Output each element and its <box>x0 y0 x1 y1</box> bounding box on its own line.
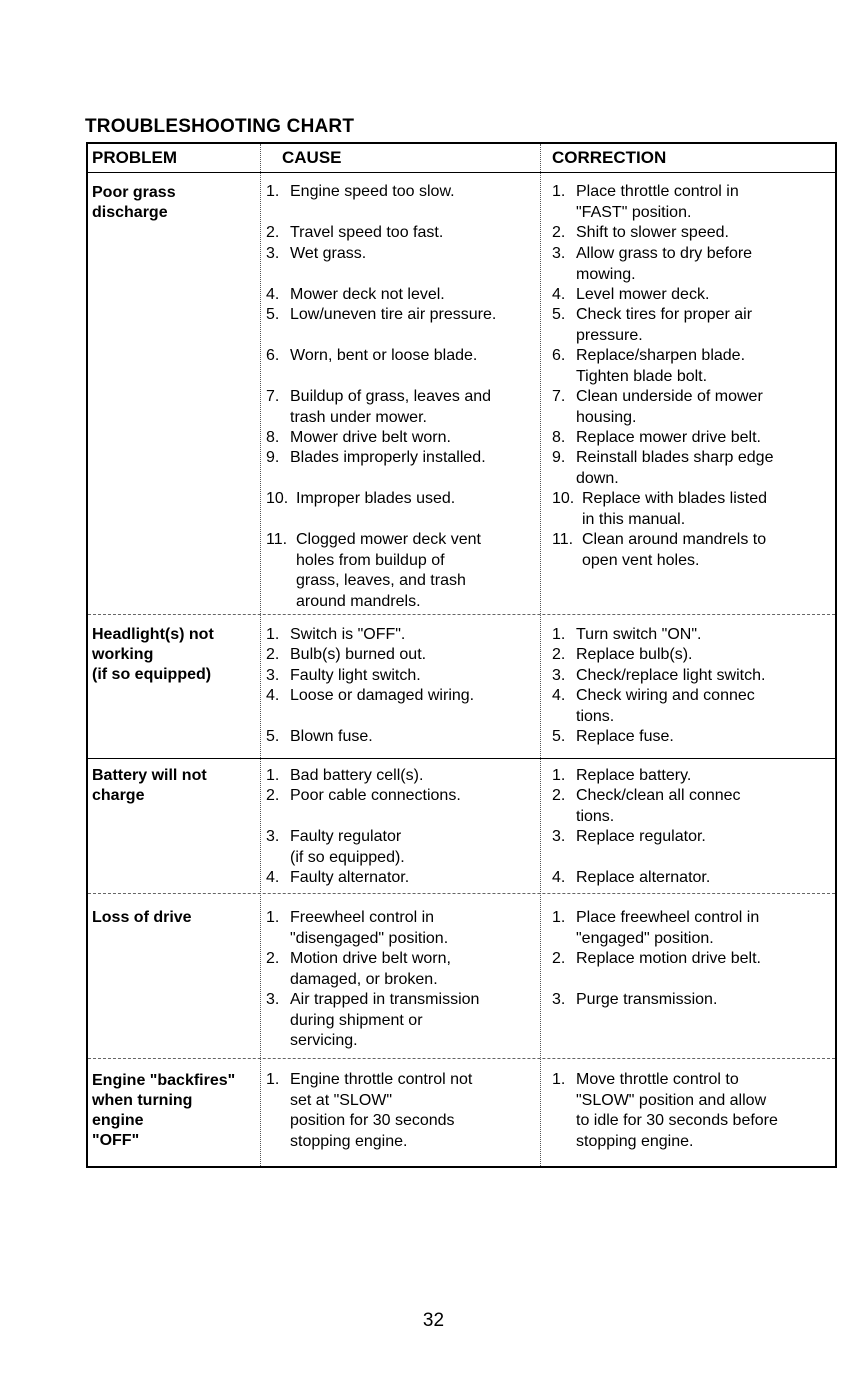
list-item: 6. Worn, bent or loose blade. <box>266 347 478 364</box>
header-divider <box>88 172 835 173</box>
list-item: 2. Replace motion drive belt. <box>552 950 761 967</box>
list-item: 5. Replace fuse. <box>552 728 674 745</box>
list-item: 2. Poor cable connections. <box>266 787 461 804</box>
list-item: 3. Replace regulator. <box>552 828 706 845</box>
list-item: 11. Clean around mandrels to open vent holes. <box>552 531 767 569</box>
list-item: 1. Engine speed too slow. <box>266 183 455 200</box>
list-item: 8. Replace mower drive belt. <box>552 429 761 446</box>
list-item: 1. Turn switch "ON". <box>552 626 702 643</box>
list-item: 10. Improper blades used. <box>266 490 456 507</box>
problem-label: Poor grass discharge <box>92 184 176 221</box>
header-problem: PROBLEM <box>92 148 177 167</box>
list-item: 5. Check tires for proper air pressure. <box>552 306 753 344</box>
list-item: 2. Travel speed too fast. <box>266 224 444 241</box>
problem-label: Engine "backfires" when turning engine "OFF" <box>92 1072 236 1149</box>
list-item: 2. Replace bulb(s). <box>552 646 693 663</box>
list-item: 1. Replace battery. <box>552 767 692 784</box>
list-item: 5. Low/uneven tire air pressure. <box>266 306 497 323</box>
list-item: 3. Purge transmission. <box>552 991 718 1008</box>
row-divider <box>88 758 835 759</box>
list-item: 2. Shift to slower speed. <box>552 224 729 241</box>
list-item: 4. Faulty alternator. <box>266 869 410 886</box>
list-item: 3. Faulty light switch. <box>266 667 421 684</box>
list-item: 7. Clean underside of mower housing. <box>552 388 763 426</box>
problem-label: Headlight(s) not working (if so equipped) <box>92 626 214 683</box>
list-item: 1. Place freewheel control in "engaged" position. <box>552 909 760 947</box>
list-item: 4. Level mower deck. <box>552 286 710 303</box>
list-item: 2. Check/clean all connec tions. <box>552 787 741 825</box>
list-item: 4. Replace alternator. <box>552 869 711 886</box>
list-item: 3. Allow grass to dry before mowing. <box>552 245 753 283</box>
list-item: 10. Replace with blades listed in this manual. <box>552 490 767 528</box>
list-item: 7. Buildup of grass, leaves and trash under mower. <box>266 388 492 426</box>
problem-label: Battery will not charge <box>92 767 207 804</box>
list-item: 4. Loose or damaged wiring. <box>266 687 475 704</box>
list-item: 2. Bulb(s) burned out. <box>266 646 427 663</box>
page-number: 32 <box>422 1310 445 1331</box>
list-item: 9. Blades improperly installed. <box>266 449 486 466</box>
list-item: 1. Move throttle control to "SLOW" position and allow to idle for 30 seconds before stopping engine. <box>552 1071 778 1150</box>
list-item: 9. Reinstall blades sharp edge down. <box>552 449 774 487</box>
list-item: 2. Motion drive belt worn, damaged, or broken. <box>266 950 451 988</box>
list-item: 11. Clogged mower deck vent holes from buildup of grass, leaves, and trash around mandrels. <box>266 531 481 610</box>
list-item: 1. Freewheel control in "disengaged" position. <box>266 909 449 947</box>
column-divider <box>260 144 261 1166</box>
list-item: 3. Check/replace light switch. <box>552 667 766 684</box>
list-item: 4. Mower deck not level. <box>266 286 445 303</box>
list-item: 3. Air trapped in transmission during shipment or servicing. <box>266 991 480 1049</box>
list-item: 3. Faulty regulator (if so equipped). <box>266 828 405 866</box>
list-item: 1. Engine throttle control not set at "SLOW" position for 30 seconds stopping engine. <box>266 1071 473 1150</box>
header-correction: CORRECTION <box>552 148 667 167</box>
chart-title: TROUBLESHOOTING CHART <box>85 116 355 137</box>
row-divider <box>88 614 835 615</box>
list-item: 5. Blown fuse. <box>266 728 373 745</box>
row-divider <box>88 893 835 894</box>
list-item: 1. Place throttle control in "FAST" position. <box>552 183 739 221</box>
list-item: 8. Mower drive belt worn. <box>266 429 451 446</box>
list-item: 4. Check wiring and connec tions. <box>552 687 755 725</box>
row-divider <box>88 1058 835 1059</box>
column-divider <box>540 144 541 1166</box>
troubleshooting-table <box>86 142 837 1168</box>
problem-label: Loss of drive <box>92 909 192 926</box>
header-cause: CAUSE <box>282 148 342 167</box>
list-item: 1. Bad battery cell(s). <box>266 767 424 784</box>
list-item: 6. Replace/sharpen blade. Tighten blade bolt. <box>552 347 746 385</box>
list-item: 3. Wet grass. <box>266 245 367 262</box>
list-item: 1. Switch is "OFF". <box>266 626 406 643</box>
